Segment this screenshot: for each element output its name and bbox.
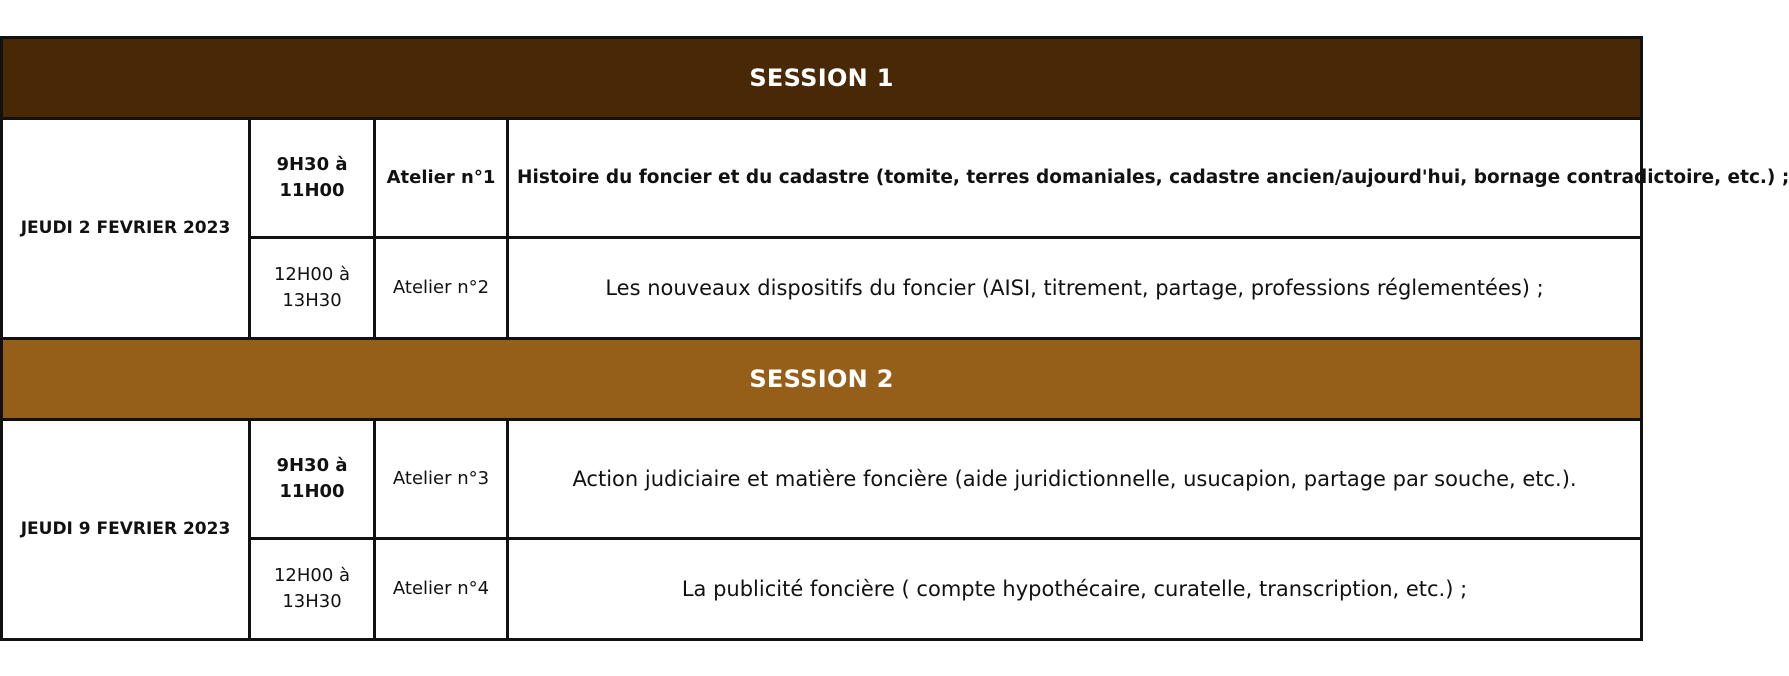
workshop-2-label: Atelier n°2 — [375, 238, 508, 339]
workshop-3-topic: Action judiciaire et matière foncière (aide juridictionnelle, usucapion, partage par souche, etc.). — [508, 420, 1642, 539]
workshop-3-time: 9H30 à 11H00 — [250, 420, 375, 539]
session-2-header-row — [2, 338, 1642, 419]
workshop-4-label: Atelier n°4 — [375, 539, 508, 640]
schedule-table — [0, 36, 1789, 641]
workshop-2-topic: Les nouveaux dispositifs du foncier (AISI, titrement, partage, professions réglementées) ; — [508, 238, 1642, 339]
session-1-date: JEUDI 2 FEVRIER 2023 — [2, 119, 250, 339]
workshop-4-topic: La publicité foncière ( compte hypothécaire, curatelle, transcription, etc.) ; — [508, 539, 1642, 640]
session-2-date: JEUDI 9 FEVRIER 2023 — [2, 420, 250, 640]
table-row — [2, 420, 1642, 539]
session-1-header-row — [2, 38, 1642, 119]
session-1-title: SESSION 1 — [2, 38, 1642, 119]
workshop-1-topic: Histoire du foncier et du cadastre (tomite, terres domaniales, cadastre ancien/aujourd'hui, bornage contradictoire, etc.) ; — [508, 119, 1642, 238]
workshop-1-time: 9H30 à 11H00 — [250, 119, 375, 238]
session-2-title: SESSION 2 — [2, 338, 1642, 419]
table-row — [2, 119, 1642, 238]
workshop-1-label: Atelier n°1 — [375, 119, 508, 238]
workshop-2-time: 12H00 à 13H30 — [250, 238, 375, 339]
workshop-3-label: Atelier n°3 — [375, 420, 508, 539]
workshop-4-time: 12H00 à 13H30 — [250, 539, 375, 640]
